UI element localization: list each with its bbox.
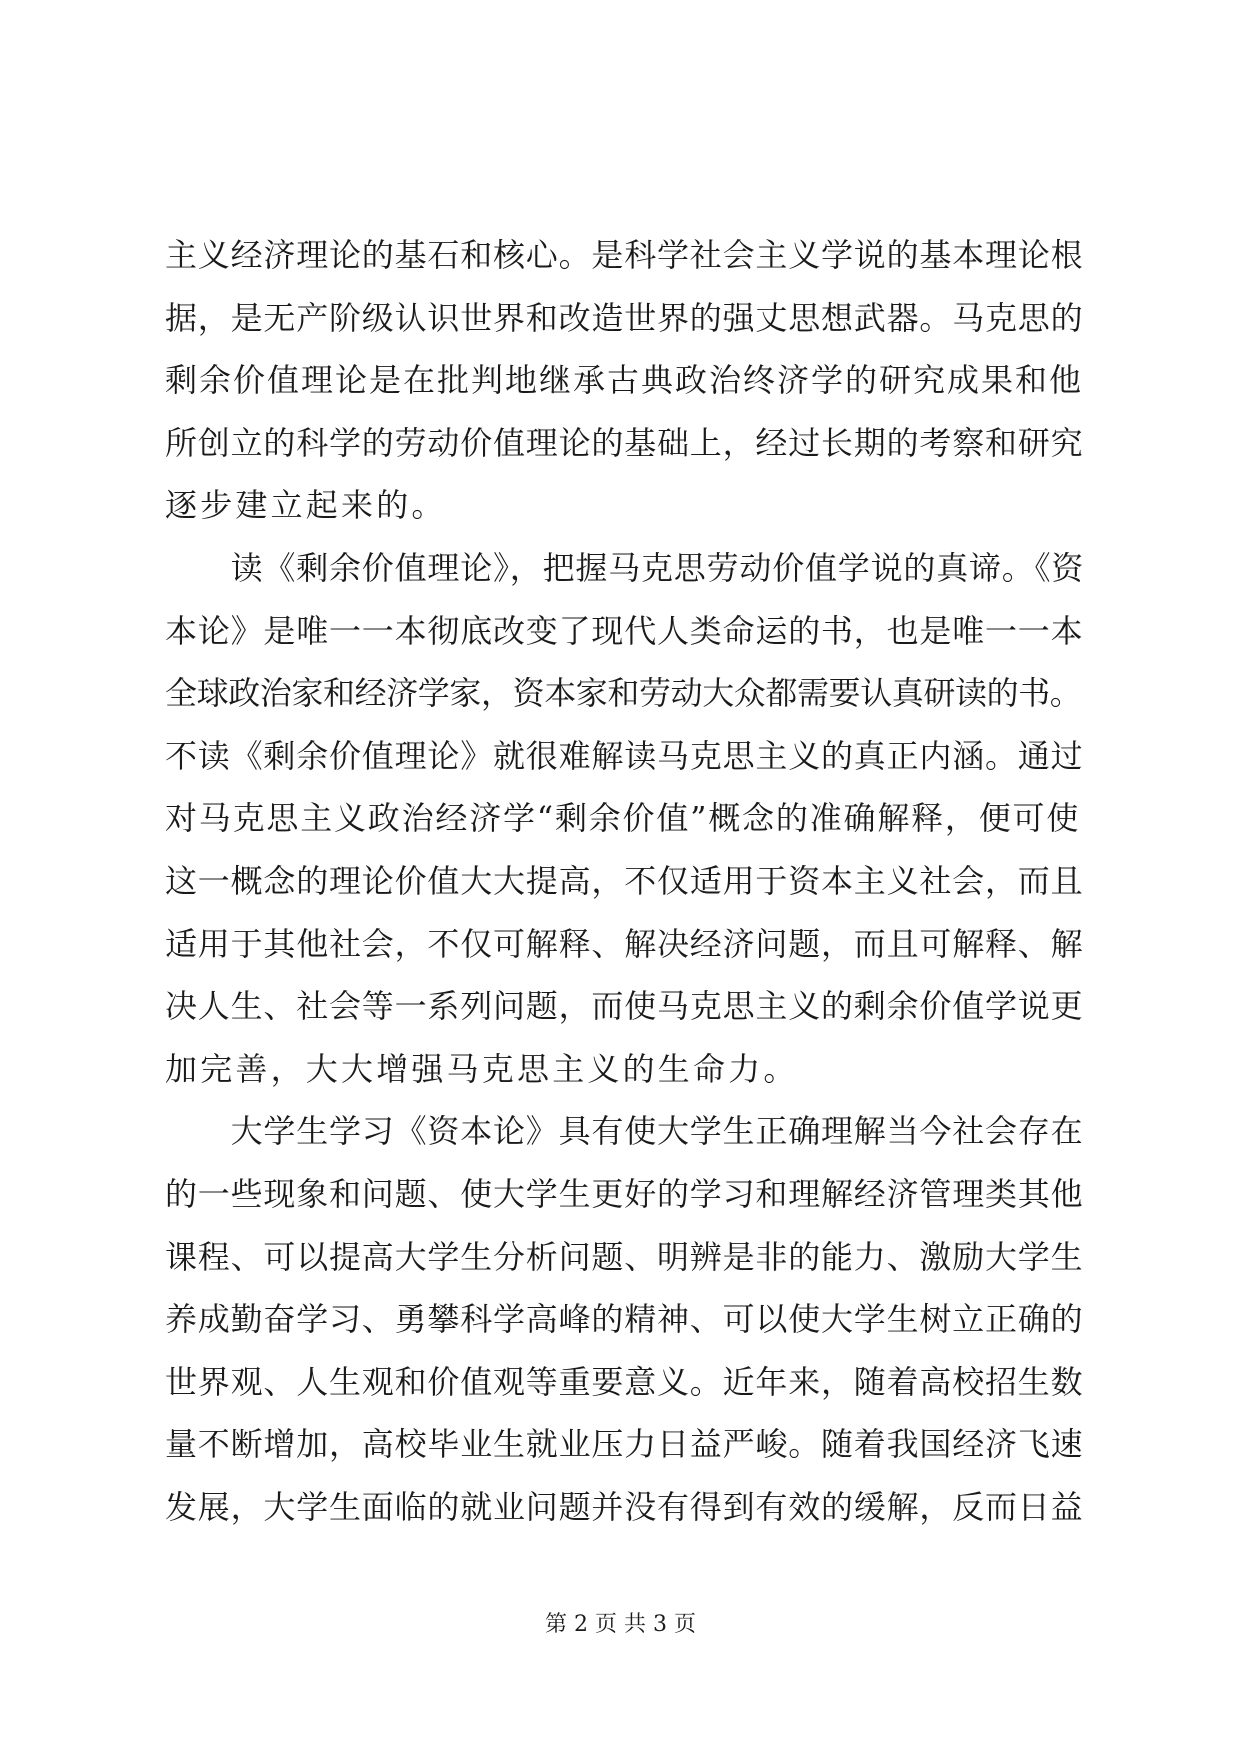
text-line: 读《剩余价值理论》，把握马克思劳动价值学说的真谛。《资 <box>165 548 1085 587</box>
text-line: 大学生学习《资本论》具有使大学生正确理解当今社会存在 <box>165 1112 1084 1151</box>
document-body <box>165 224 1085 1538</box>
text-line: 对马克思主义政治经济学“剩余价值”概念的准确解释，便可使 <box>165 799 1081 838</box>
paragraph-2 <box>165 537 1085 1100</box>
text-line: 全球政治家和经济学家，资本家和劳动大众都需要认真研读的书。 <box>165 674 1082 713</box>
text-line: 发展，大学生面临的就业问题并没有得到有效的缓解，反而日益 <box>165 1487 1084 1526</box>
text-line: 不读《剩余价值理论》就很难解读马克思主义的真正内涵。通过 <box>165 736 1084 775</box>
text-line: 据，是无产阶级认识世界和改造世界的强丈思想武器。马克思的 <box>165 298 1084 337</box>
text-line: 加完善，大大增强马克思主义的生命力。 <box>165 1049 799 1088</box>
text-line: 剩余价值理论是在批判地继承古典政治终济学的研究成果和他 <box>165 361 1084 400</box>
text-line: 所创立的科学的劳动价值理论的基础上，经过长期的考察和研究 <box>165 423 1084 462</box>
text-line: 本论》是唯一一本彻底改变了现代人类命运的书，也是唯一一本 <box>165 611 1084 650</box>
text-line: 世界观、人生观和价值观等重要意义。近年来，随着高校招生数 <box>165 1362 1084 1401</box>
text-line: 适用于其他社会，不仅可解释、解决经济问题，而且可解释、解 <box>165 924 1084 963</box>
text-line: 逐步建立起来的。 <box>165 486 447 525</box>
text-line: 决人生、社会等一系列问题，而使马克思主义的剩余价值学说更 <box>165 987 1084 1026</box>
text-line: 主义经济理论的基石和核心。是科学社会主义学说的基本理论根 <box>165 236 1084 274</box>
page-number-footer: 第 2 页 共 3 页 <box>545 1612 696 1637</box>
paragraph-3 <box>165 1100 1085 1538</box>
text-line: 量不断增加，高校毕业生就业压力日益严峻。随着我国经济飞速 <box>165 1425 1084 1464</box>
text-line: 养成勤奋学习、勇攀科学高峰的精神、可以使大学生树立正确的 <box>165 1300 1084 1339</box>
text-line: 的一些现象和问题、使大学生更好的学习和理解经济管理类其他 <box>165 1174 1084 1213</box>
text-line: 课程、可以提高大学生分析问题、明辨是非的能力、激励大学生 <box>165 1237 1084 1276</box>
text-line: 这一概念的理论价值大大提高，不仅适用于资本主义社会，而且 <box>165 861 1084 900</box>
paragraph-1 <box>165 224 1085 537</box>
